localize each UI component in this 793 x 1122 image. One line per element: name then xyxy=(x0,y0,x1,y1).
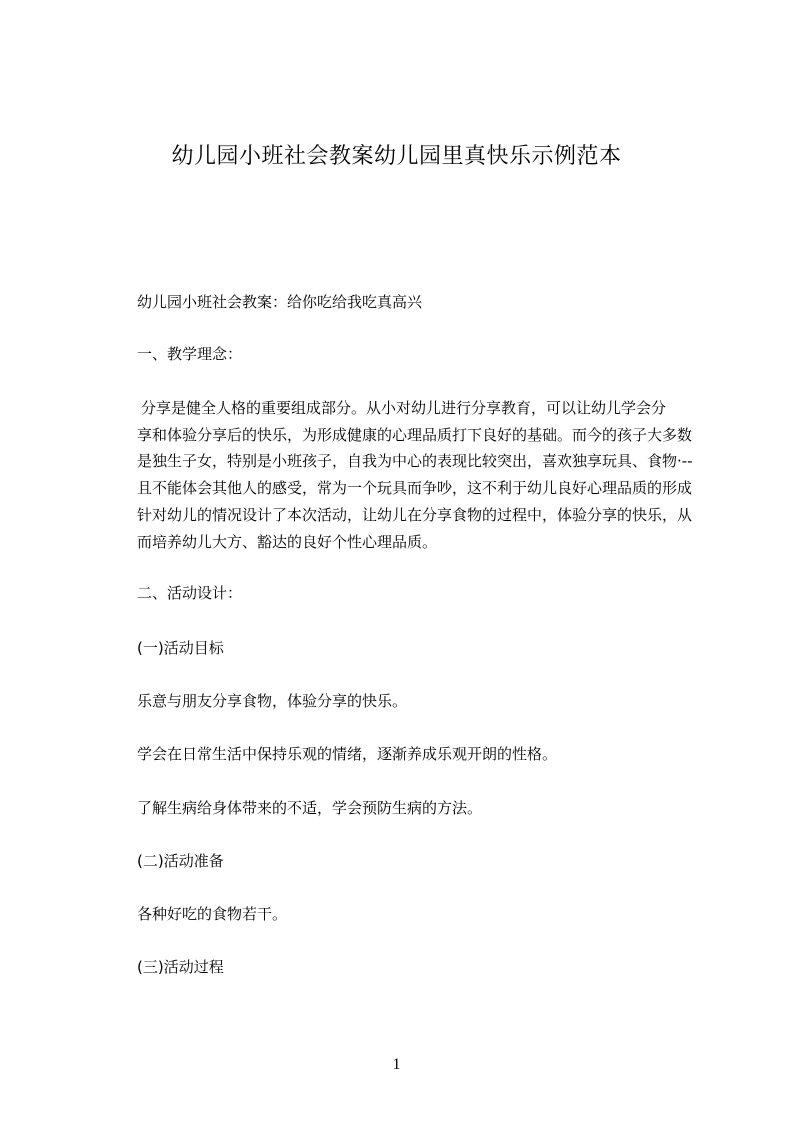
goal-item: 乐意与朋友分享食物，体验分享的快乐。 xyxy=(137,692,408,710)
prep-text: 各种好吃的食物若干。 xyxy=(137,905,288,923)
paragraph-line: 针对幼儿的情况设计了本次活动，让幼儿在分享食物的过程中，体验分享的快乐，从 xyxy=(137,505,693,524)
prep-heading: (二)活动准备 xyxy=(137,852,224,870)
paragraph-line: 而培养幼儿大方、豁达的良好个性心理品质。 xyxy=(137,532,438,551)
process-heading: (三)活动过程 xyxy=(137,958,224,976)
page-number: 1 xyxy=(392,1056,401,1073)
section-2-heading: 二、活动设计： xyxy=(137,584,243,602)
document-title: 幼儿园小班社会教案幼儿园里真快乐示例范本 xyxy=(171,144,622,169)
paragraph-line: 分享是健全人格的重要组成部分。从小对幼儿进行分享教育，可以让幼儿学会分 xyxy=(141,399,667,417)
paragraph-line: 是独生子女，特别是小班孩子，自我为中心的表现比较突出，喜欢独享玩具、食物·-- xyxy=(137,452,693,471)
section-1-heading: 一、教学理念： xyxy=(137,345,243,363)
paragraph-line: 且不能体会其他人的感受，常为一个玩具而争吵，这不利于幼儿良好心理品质的形成 xyxy=(137,479,693,498)
goals-heading: (一)活动目标 xyxy=(137,639,224,657)
paragraph-line: 享和体验分享后的快乐，为形成健康的心理品质打下良好的基础。而今的孩子大多数 xyxy=(137,425,693,444)
goal-item: 学会在日常生活中保持乐观的情绪，逐渐养成乐观开朗的性格。 xyxy=(137,745,558,763)
section-1-paragraph xyxy=(137,395,702,555)
document-subtitle: 幼儿园小班社会教案：给你吃给我吃真高兴 xyxy=(137,293,423,311)
goal-item: 了解生病给身体带来的不适，学会预防生病的方法。 xyxy=(137,799,483,817)
